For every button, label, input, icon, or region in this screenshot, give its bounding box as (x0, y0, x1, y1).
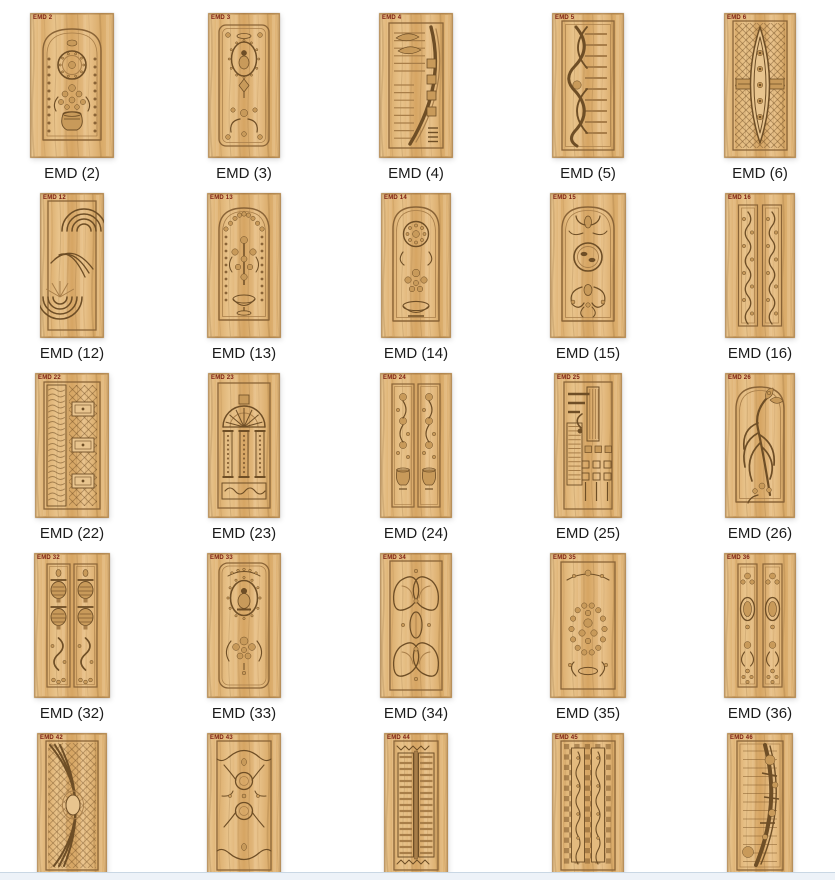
door-thumbnail (35, 373, 109, 518)
door-design-svg (554, 373, 622, 518)
door-design-svg (724, 13, 796, 158)
door-corner-tag: EMD 14 (384, 195, 407, 201)
door-corner-tag: EMD 43 (210, 735, 233, 741)
door-caption: EMD (23) (211, 525, 277, 542)
door-thumbnail (379, 13, 453, 158)
door-gallery-item[interactable] (674, 193, 835, 373)
door-design-svg (208, 373, 280, 518)
door-design-svg (380, 553, 452, 698)
gallery-row (0, 733, 835, 880)
door-design-svg (30, 13, 114, 158)
door-caption: EMD (6) (732, 165, 788, 182)
door-gallery-item[interactable] (502, 193, 674, 373)
door-gallery-item[interactable] (158, 373, 330, 553)
door-gallery-item[interactable] (330, 193, 502, 373)
door-design-svg (34, 553, 110, 698)
door-caption: EMD (34) (383, 705, 449, 722)
door-corner-tag: EMD 32 (37, 555, 60, 561)
door-caption: EMD (14) (383, 345, 449, 362)
door-gallery-item[interactable] (0, 193, 158, 373)
door-caption: EMD (24) (383, 525, 449, 542)
gallery-row (0, 373, 835, 553)
door-caption: EMD (26) (727, 525, 793, 542)
door-thumbnail (552, 733, 624, 878)
door-corner-tag: EMD 25 (557, 375, 580, 381)
door-caption: EMD (5) (560, 165, 616, 182)
door-design-svg (37, 733, 107, 878)
door-gallery-item[interactable] (674, 373, 835, 553)
door-design-svg (384, 733, 448, 878)
door-design-svg (40, 193, 104, 338)
door-design-svg (552, 13, 624, 158)
gallery-row (0, 553, 835, 733)
door-corner-tag: EMD 15 (553, 195, 576, 201)
door-thumbnail (207, 733, 281, 878)
door-corner-tag: EMD 45 (555, 735, 578, 741)
door-corner-tag: EMD 13 (210, 195, 233, 201)
door-gallery-item[interactable] (0, 733, 158, 880)
door-caption: EMD (12) (39, 345, 105, 362)
door-gallery-item[interactable] (502, 733, 674, 880)
door-thumbnail (724, 553, 796, 698)
door-thumbnail (34, 553, 110, 698)
door-design-svg (552, 733, 624, 878)
door-design-svg (379, 13, 453, 158)
door-corner-tag: EMD 33 (210, 555, 233, 561)
window-bottom-edge (0, 872, 835, 880)
door-gallery-item[interactable] (330, 553, 502, 733)
door-gallery-item[interactable] (330, 373, 502, 553)
door-caption: EMD (33) (211, 705, 277, 722)
door-thumbnail (207, 193, 281, 338)
door-design-svg (35, 373, 109, 518)
door-design-svg (724, 553, 796, 698)
door-corner-tag: EMD 3 (211, 15, 231, 21)
gallery-row (0, 193, 835, 373)
door-corner-tag: EMD 34 (383, 555, 406, 561)
door-corner-tag: EMD 6 (727, 15, 747, 21)
door-corner-tag: EMD 4 (382, 15, 402, 21)
door-gallery-item[interactable] (158, 193, 330, 373)
door-gallery-item[interactable] (674, 13, 835, 193)
door-caption: EMD (15) (555, 345, 621, 362)
door-corner-tag: EMD 46 (730, 735, 753, 741)
door-design-svg (207, 193, 281, 338)
door-design-svg (550, 193, 626, 338)
door-caption: EMD (4) (388, 165, 444, 182)
door-corner-tag: EMD 44 (387, 735, 410, 741)
door-corner-tag: EMD 36 (727, 555, 750, 561)
door-corner-tag: EMD 26 (728, 375, 751, 381)
door-thumbnail (552, 13, 624, 158)
door-thumbnail (207, 553, 281, 698)
door-thumbnail (381, 193, 451, 338)
door-corner-tag: EMD 42 (40, 735, 63, 741)
door-corner-tag: EMD 5 (555, 15, 575, 21)
door-thumbnail (37, 733, 107, 878)
door-caption: EMD (22) (39, 525, 105, 542)
door-thumbnail (550, 553, 626, 698)
door-design-svg (380, 373, 452, 518)
door-thumbnail (384, 733, 448, 878)
door-thumbnail (40, 193, 104, 338)
door-thumbnail (208, 373, 280, 518)
door-thumbnail (550, 193, 626, 338)
door-gallery-item[interactable] (0, 373, 158, 553)
door-thumbnail (380, 553, 452, 698)
door-thumbnail (30, 13, 114, 158)
door-caption: EMD (36) (727, 705, 793, 722)
door-gallery-item[interactable] (502, 553, 674, 733)
door-thumbnail (724, 13, 796, 158)
door-corner-tag: EMD 22 (38, 375, 61, 381)
door-corner-tag: EMD 12 (43, 195, 66, 201)
door-thumbnail (727, 733, 793, 878)
door-gallery-item[interactable] (0, 553, 158, 733)
door-gallery-item[interactable] (502, 373, 674, 553)
door-design-svg (727, 733, 793, 878)
door-caption: EMD (2) (44, 165, 100, 182)
door-corner-tag: EMD 35 (553, 555, 576, 561)
door-design-svg (381, 193, 451, 338)
door-thumbnail (725, 193, 795, 338)
door-caption: EMD (32) (39, 705, 105, 722)
door-design-svg (207, 733, 281, 878)
door-gallery-item[interactable] (502, 13, 674, 193)
door-thumbnail (380, 373, 452, 518)
door-caption: EMD (13) (211, 345, 277, 362)
door-corner-tag: EMD 16 (728, 195, 751, 201)
door-design-svg (208, 13, 280, 158)
door-corner-tag: EMD 23 (211, 375, 234, 381)
door-gallery-item[interactable] (158, 553, 330, 733)
door-gallery-item[interactable] (0, 13, 158, 193)
door-caption: EMD (3) (216, 165, 272, 182)
door-caption: EMD (35) (555, 705, 621, 722)
door-thumbnail (208, 13, 280, 158)
door-corner-tag: EMD 2 (33, 15, 53, 21)
door-gallery-item[interactable] (158, 13, 330, 193)
door-caption: EMD (25) (555, 525, 621, 542)
door-gallery-item[interactable] (674, 553, 835, 733)
door-design-svg (207, 553, 281, 698)
door-design-svg (550, 553, 626, 698)
door-thumbnail (554, 373, 622, 518)
door-corner-tag: EMD 24 (383, 375, 406, 381)
door-gallery-item[interactable] (330, 13, 502, 193)
door-design-svg (725, 193, 795, 338)
door-caption: EMD (16) (727, 345, 793, 362)
door-gallery-item[interactable] (674, 733, 835, 880)
door-gallery-item[interactable] (330, 733, 502, 880)
door-gallery-item[interactable] (158, 733, 330, 880)
door-thumbnail (725, 373, 795, 518)
door-design-svg (725, 373, 795, 518)
gallery-row (0, 13, 835, 193)
